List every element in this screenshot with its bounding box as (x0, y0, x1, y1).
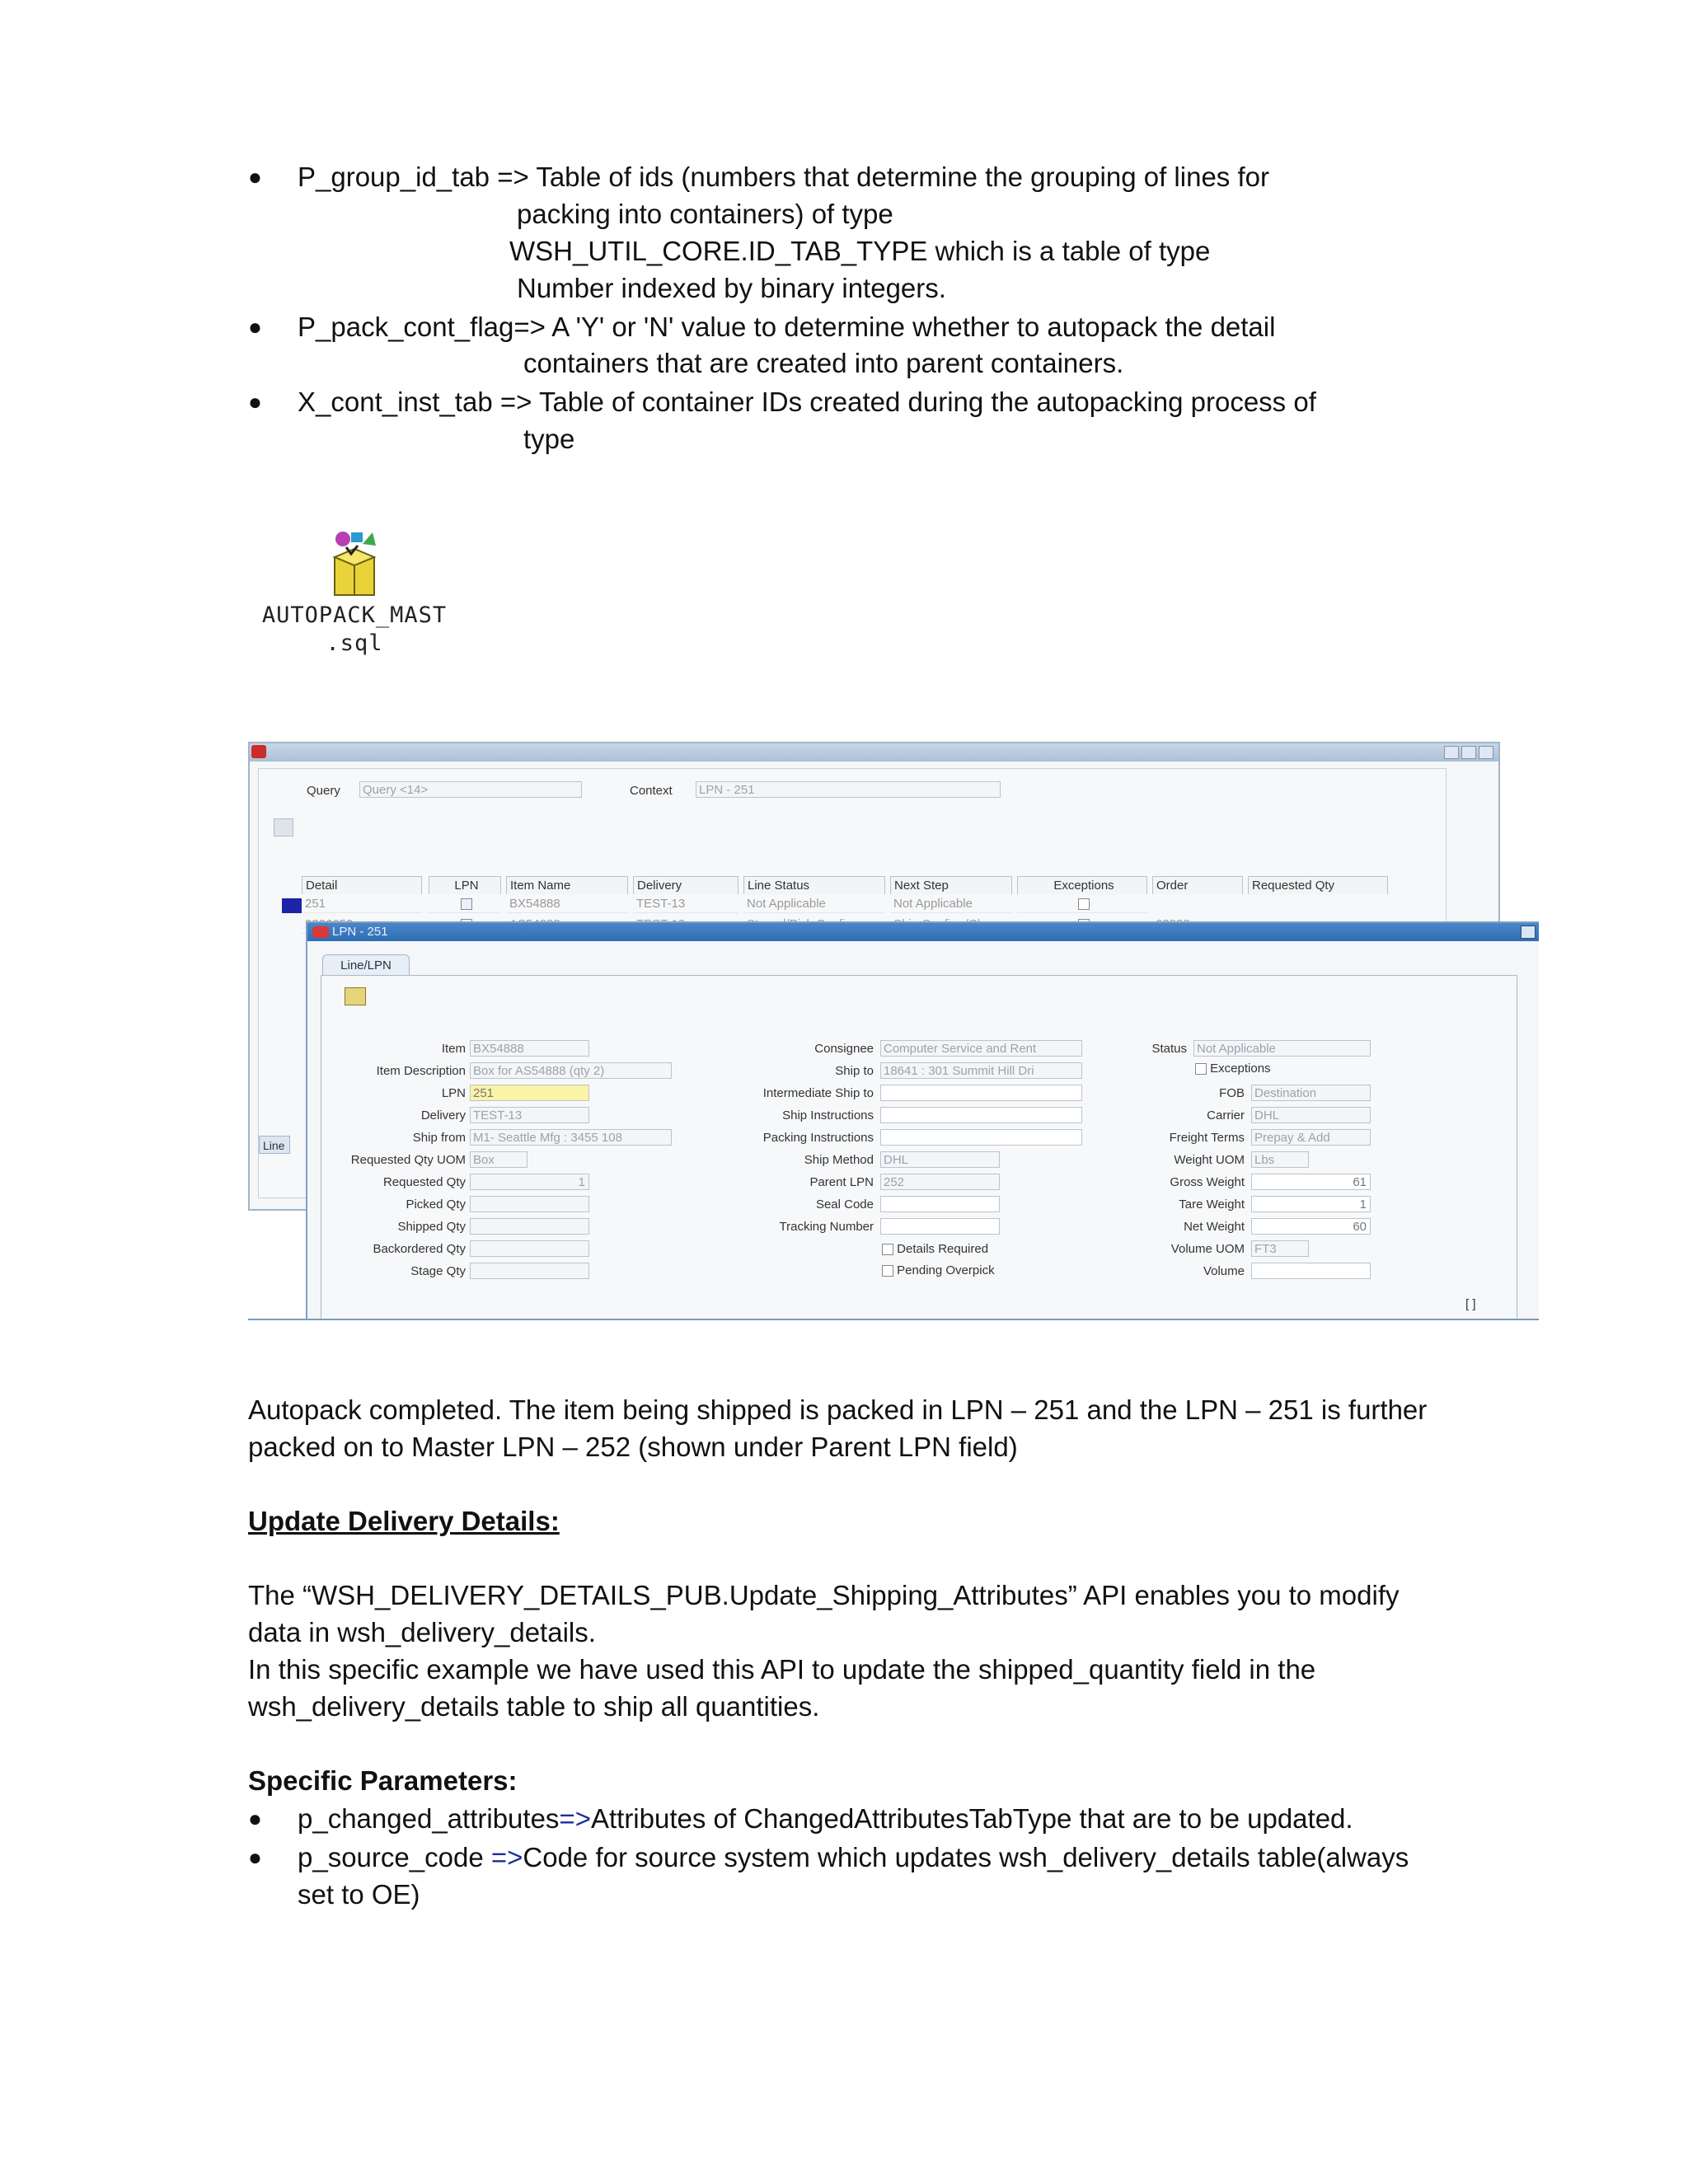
field-label-backordered-qty: Backordered Qty (373, 1242, 466, 1256)
exceptions-checkbox[interactable] (1195, 1062, 1271, 1076)
field-label-packing-instructions: Packing Instructions (762, 1131, 874, 1145)
window-titlebar (250, 743, 1498, 762)
paragraph-line: Autopack completed. The item being shipped is packed in LPN – 251 and the LPN – 251 is further (248, 1394, 1428, 1425)
tare-weight-field[interactable]: 1 (1251, 1196, 1371, 1212)
column-header-item-name: Item Name (506, 876, 628, 894)
param-description: Attributes of ChangedAttributesTabType that are to be updated. (590, 1803, 1353, 1834)
column-header-delivery: Delivery (633, 876, 738, 894)
ship-method-field[interactable]: DHL (880, 1151, 1000, 1168)
checkbox-icon (882, 1244, 893, 1255)
attachment-sql-file[interactable] (247, 527, 462, 659)
section-heading: Update Delivery Details: (248, 1506, 560, 1536)
attachment-filename (247, 602, 462, 658)
field-label-seal-code: Seal Code (815, 1197, 874, 1212)
folder-icon[interactable] (345, 987, 366, 1005)
checkbox-label: Exceptions (1210, 1062, 1271, 1076)
oracle-form-screenshot (248, 742, 1539, 1320)
paragraph-line: packed on to Master LPN – 252 (shown under Parent LPN field) (248, 1432, 1018, 1462)
ship-to-field[interactable]: 18641 : 301 Summit Hill Dri (880, 1062, 1082, 1079)
column-header-line-status: Line Status (743, 876, 885, 894)
arrow-symbol: => (490, 1842, 523, 1872)
table-cell[interactable]: Not Applicable (743, 895, 885, 913)
backordered-qty-field[interactable] (470, 1240, 589, 1257)
net-weight-field[interactable]: 60 (1251, 1218, 1371, 1235)
oracle-logo-icon (312, 926, 329, 938)
field-label-item-description: Item Description (376, 1064, 466, 1078)
lpn-checkbox[interactable] (429, 895, 501, 913)
section-heading: Specific Parameters: (248, 1765, 518, 1796)
query-field[interactable]: Query <14> (359, 781, 582, 798)
folder-icon[interactable] (274, 818, 293, 837)
tracking-number-field[interactable] (880, 1218, 1000, 1235)
volume-field[interactable] (1251, 1263, 1371, 1279)
field-label-ship-from: Ship from (412, 1131, 466, 1145)
field-label-stage-qty: Stage Qty (410, 1264, 466, 1278)
stage-qty-field[interactable] (470, 1263, 589, 1279)
lpn-field[interactable]: 251 (470, 1085, 589, 1101)
item-description-field[interactable]: Box for AS54888 (qty 2) (470, 1062, 672, 1079)
status-field[interactable]: Not Applicable (1193, 1040, 1371, 1057)
field-label-intermediate-ship-to: Intermediate Ship to (762, 1086, 874, 1100)
close-icon[interactable] (1479, 746, 1493, 759)
checkbox-icon (1195, 1063, 1207, 1075)
field-label-consignee: Consignee (814, 1042, 874, 1056)
consignee-field[interactable]: Computer Service and Rent (880, 1040, 1082, 1057)
field-label-picked-qty: Picked Qty (406, 1197, 466, 1212)
field-label-lpn: LPN (441, 1086, 466, 1100)
lpn-details-panel (321, 975, 1517, 1320)
column-header-order: Order (1152, 876, 1243, 894)
field-label-carrier: Carrier (1207, 1108, 1245, 1122)
seal-code-field[interactable] (880, 1196, 1000, 1212)
field-label-item: Item (441, 1042, 466, 1056)
param-description: Code for source system which updates wsh_delivery_details table(always (523, 1842, 1409, 1872)
paragraph-line: wsh_delivery_details table to ship all quantities. (248, 1691, 820, 1722)
requested-qty-field[interactable]: 1 (470, 1174, 589, 1190)
ship-from-field[interactable]: M1- Seattle Mfg : 3455 108 (470, 1129, 672, 1146)
context-label: Context (630, 784, 673, 798)
lpn-window (306, 921, 1539, 1320)
row-selector[interactable] (282, 898, 302, 913)
checkbox-label: Pending Overpick (897, 1263, 995, 1277)
window-title: LPN - 251 (332, 925, 388, 939)
oracle-logo-icon (251, 745, 266, 758)
carrier-field[interactable]: DHL (1251, 1107, 1371, 1123)
checkbox-icon (1078, 898, 1090, 910)
weight-uom-field[interactable]: Lbs (1251, 1151, 1309, 1168)
bullet-text: containers that are created into parent containers. (523, 348, 1124, 378)
pending-overpick-checkbox[interactable] (882, 1263, 995, 1277)
field-label-delivery: Delivery (420, 1108, 466, 1122)
fob-field[interactable]: Destination (1251, 1085, 1371, 1101)
package-icon (321, 527, 387, 602)
arrow-symbol: => (559, 1803, 591, 1834)
table-cell[interactable]: TEST-13 (633, 895, 738, 913)
context-field[interactable]: LPN - 251 (696, 781, 1001, 798)
minimize-icon[interactable] (1444, 746, 1459, 759)
picked-qty-field[interactable] (470, 1196, 589, 1212)
attachment-filename-line2: .sql (326, 630, 383, 656)
bullet-marker: ● (248, 1844, 262, 1870)
packing-instructions-field[interactable] (880, 1129, 1082, 1146)
param-name: p_changed_attributes (298, 1803, 560, 1834)
field-label-parent-lpn: Parent LPN (809, 1175, 874, 1189)
field-label-ship-to: Ship to (835, 1064, 874, 1078)
field-label-volume-uom: Volume UOM (1170, 1242, 1245, 1256)
tab-line-lpn[interactable]: Line/LPN (322, 954, 410, 977)
delivery-field[interactable]: TEST-13 (470, 1107, 589, 1123)
checkbox-icon (882, 1265, 893, 1277)
bullet-text: type (523, 424, 575, 454)
bullet-text: set to OE) (298, 1879, 420, 1910)
param-name: p_source_code (298, 1842, 491, 1872)
field-label-requested-qty: Requested Qty (382, 1175, 466, 1189)
tab-line[interactable]: Line (259, 1136, 290, 1154)
footer-mark: [ ] (1465, 1297, 1476, 1311)
field-label-fob: FOB (1219, 1086, 1245, 1100)
field-label-shipped-qty: Shipped Qty (397, 1220, 466, 1234)
column-header-next-step: Next Step (890, 876, 1012, 894)
field-label-weight-uom: Weight UOM (1174, 1153, 1245, 1167)
column-header-exceptions: Exceptions (1017, 876, 1147, 894)
volume-uom-field[interactable]: FT3 (1251, 1240, 1309, 1257)
intermediate-ship-to-field[interactable] (880, 1085, 1082, 1101)
bullet-marker: ● (248, 1806, 262, 1831)
field-label-status: Status (1151, 1042, 1187, 1056)
field-label-tare-weight: Tare Weight (1179, 1197, 1245, 1212)
bullet-text (298, 1801, 1353, 1837)
bullet-marker: ● (248, 389, 262, 415)
paragraph-line: The “WSH_DELIVERY_DETAILS_PUB.Update_Shipping_Attributes” API enables you to modify (248, 1580, 1400, 1610)
bullet-text: X_cont_inst_tab => Table of container IDs created during the autopacking process of (298, 387, 1316, 417)
bullet-text (298, 1840, 1409, 1876)
query-label: Query (307, 784, 340, 798)
field-label-net-weight: Net Weight (1184, 1220, 1245, 1234)
table-cell[interactable]: 251 (302, 895, 422, 913)
freight-terms-field[interactable]: Prepay & Add (1251, 1129, 1371, 1146)
table-cell[interactable]: Not Applicable (890, 895, 1012, 913)
field-label-volume: Volume (1203, 1264, 1245, 1278)
window-titlebar (307, 923, 1539, 941)
table-cell[interactable]: BX54888 (506, 895, 628, 913)
bullet-text: Number indexed by binary integers. (517, 273, 946, 303)
bullet-text: WSH_UTIL_CORE.ID_TAB_TYPE which is a table of type (509, 236, 1211, 266)
parent-lpn-field[interactable]: 252 (880, 1174, 1000, 1190)
field-label-ship-method: Ship Method (804, 1153, 874, 1167)
item-field[interactable]: BX54888 (470, 1040, 589, 1057)
field-label-freight-terms: Freight Terms (1169, 1131, 1245, 1145)
details-required-checkbox[interactable] (882, 1242, 988, 1256)
column-header-detail: Detail (302, 876, 422, 894)
checked-box-icon (461, 898, 472, 910)
maximize-icon[interactable] (1461, 746, 1476, 759)
field-label-gross-weight: Gross Weight (1170, 1175, 1245, 1189)
paragraph-line: data in wsh_delivery_details. (248, 1617, 596, 1647)
bullet-text: P_pack_cont_flag=> A 'Y' or 'N' value to determine whether to autopack the detail (298, 312, 1276, 342)
close-icon[interactable] (1521, 926, 1536, 939)
shipped-qty-field[interactable] (470, 1218, 589, 1235)
ship-instructions-field[interactable] (880, 1107, 1082, 1123)
column-header-requested-qty: Requested Qty (1248, 876, 1388, 894)
checkbox-label: Details Required (897, 1242, 989, 1256)
column-header-lpn: LPN (429, 876, 501, 894)
field-label-ship-instructions: Ship Instructions (782, 1108, 874, 1122)
requested-qty-uom-field[interactable]: Box (470, 1151, 528, 1168)
exceptions-checkbox[interactable] (1017, 895, 1147, 913)
window-controls (1444, 746, 1493, 759)
attachment-filename-line1: AUTOPACK_MAST (261, 602, 448, 628)
bullet-text: P_group_id_tab => Table of ids (numbers that determine the grouping of lines for (298, 162, 1269, 192)
field-label-requested-qty-uom: Requested Qty UOM (350, 1153, 466, 1167)
bullet-marker: ● (248, 164, 262, 190)
paragraph-line: In this specific example we have used this API to update the shipped_quantity field in the (248, 1654, 1316, 1685)
bullet-text: packing into containers) of type (517, 199, 893, 229)
field-label-tracking-number: Tracking Number (779, 1220, 874, 1234)
bullet-marker: ● (248, 314, 262, 340)
gross-weight-field[interactable]: 61 (1251, 1174, 1371, 1190)
